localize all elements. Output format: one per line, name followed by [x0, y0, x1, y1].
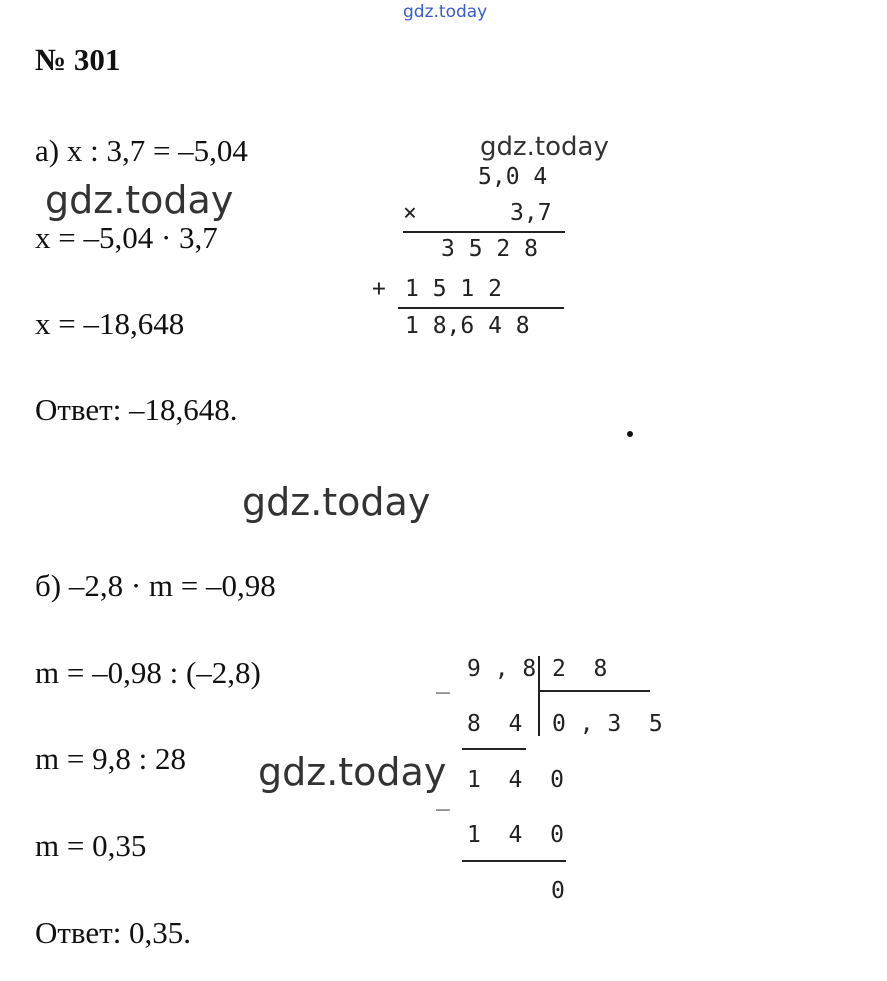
watermark-lower: gdz.today: [258, 750, 447, 794]
mult-plus: +: [372, 276, 386, 302]
div-line1: [462, 748, 526, 750]
part-b-step1: m = –0,98 : (–2,8): [35, 655, 261, 690]
div-bracket-horizontal: [538, 690, 650, 692]
mult-line1: [403, 231, 565, 233]
part-a-answer: Ответ: –18,648.: [35, 392, 238, 427]
watermark-left: gdz.today: [45, 178, 234, 222]
div-line2: [462, 860, 566, 862]
mult-result: 1 8,6 4 8: [405, 313, 530, 339]
div-bracket-vertical: [538, 656, 540, 736]
watermark-mult: gdz.today: [480, 132, 609, 162]
mult-line2: [398, 307, 564, 309]
watermark-top: gdz.today: [403, 2, 488, 22]
part-a-equation: а) x : 3,7 = –5,04: [35, 133, 248, 168]
div-remainder1: 1 4 0: [467, 767, 564, 793]
problem-number: № 301: [35, 42, 121, 77]
div-dividend: 9 , 8: [467, 656, 537, 682]
part-a-step2: x = –18,648: [35, 306, 185, 341]
mult-partial2: 1 5 1 2: [405, 276, 502, 302]
part-b-answer: Ответ: 0,35.: [35, 915, 192, 950]
mult-partial1: 3 5 2 8: [441, 236, 538, 262]
watermark-middle: gdz.today: [242, 480, 431, 524]
div-minus2: _: [436, 785, 450, 811]
mult-factor1: 5,0 4: [478, 164, 548, 190]
mult-operator: ×: [403, 200, 417, 226]
div-remainder2: 0: [551, 878, 565, 904]
part-b-equation: б) –2,8 · m = –0,98: [35, 568, 276, 603]
div-subtract1: 8 4: [467, 711, 523, 737]
part-a-step1: x = –5,04 · 3,7: [35, 220, 218, 255]
stray-dot: [627, 431, 633, 437]
part-b-step3: m = 0,35: [35, 828, 147, 863]
part-b-step2: m = 9,8 : 28: [35, 741, 186, 776]
div-subtract2: 1 4 0: [467, 822, 564, 848]
div-minus1: _: [436, 668, 450, 694]
div-quotient: 0 , 3 5: [552, 711, 663, 737]
mult-factor2: 3,7: [510, 200, 552, 226]
div-divisor: 2 8: [552, 656, 608, 682]
